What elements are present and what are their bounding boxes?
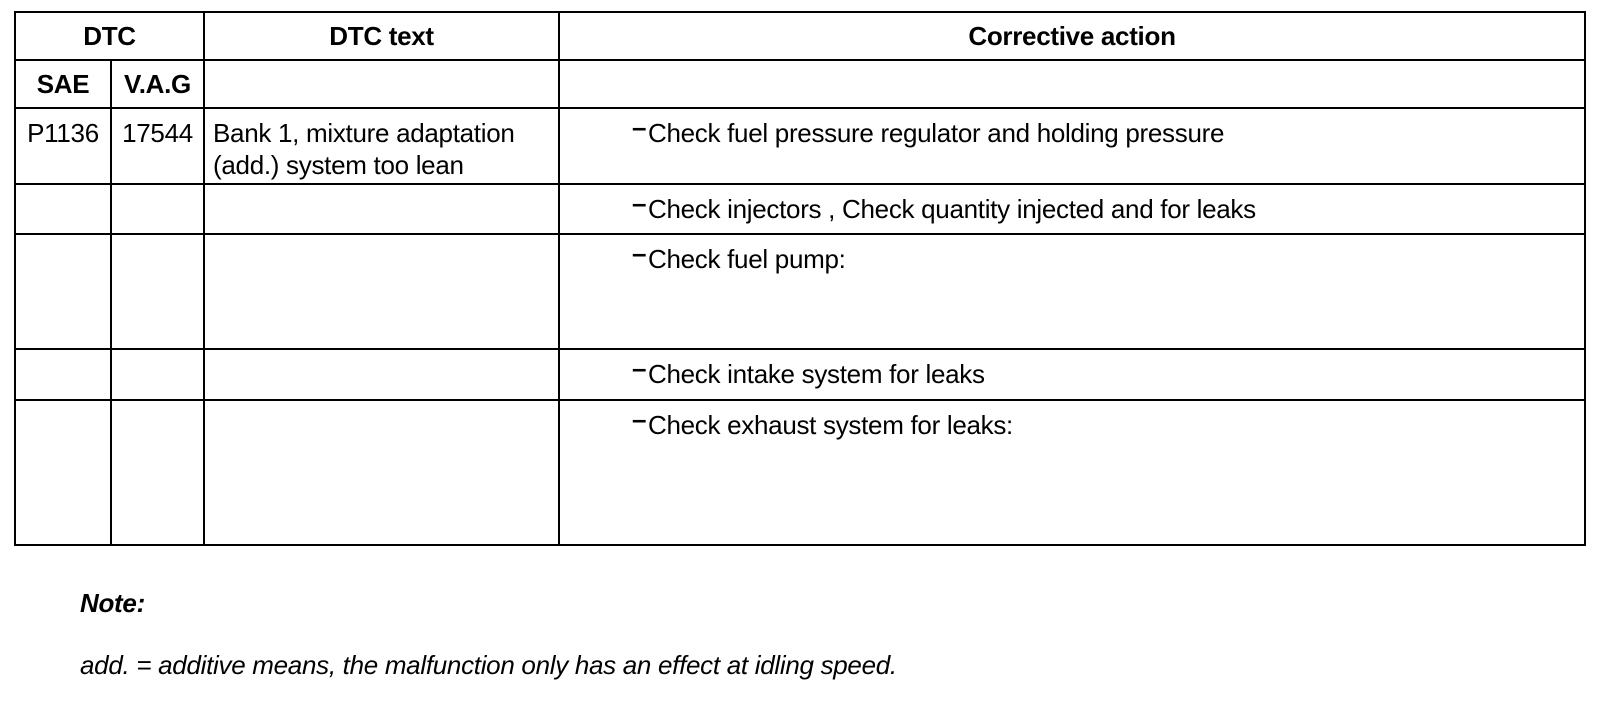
cell-action [559,108,1585,184]
cell-sae [15,184,111,234]
cell-sae [15,234,111,349]
header-dtc: DTC [15,12,204,60]
subheader-empty-action [559,60,1585,108]
cell-vag: 17544 [111,108,204,184]
header-vag: V.A.G [111,60,204,108]
table-row [15,184,1585,234]
cell-dtc-text [204,234,559,349]
header-dtc-text: DTC text [204,12,559,60]
action-text: Check intake system for leaks [648,359,985,389]
header-row [15,12,1585,60]
cell-action [559,349,1585,400]
dash-bullet: – [632,353,647,383]
cell-dtc-text [204,349,559,400]
cell-dtc-text: Bank 1, mixture adaptation (add.) system too lean [204,108,559,184]
action-text: Check fuel pressure regulator and holding pressure [648,118,1225,148]
note-title: Note: [80,588,145,618]
dtc-table [14,11,1586,546]
cell-sae [15,400,111,545]
table-row [15,108,1585,184]
cell-dtc-text [204,184,559,234]
cell-vag [111,349,204,400]
header-sae: SAE [15,60,111,108]
cell-sae: P1136 [15,108,111,184]
header-corrective-action: Corrective action [559,12,1585,60]
note-text: add. = additive means, the malfunction only has an effect at idling speed. [80,650,897,680]
cell-action [559,400,1585,545]
cell-vag [111,400,204,545]
action-item [632,353,1584,390]
dash-bullet: – [632,188,647,218]
cell-action [559,184,1585,234]
action-item [632,404,1584,441]
subheader-empty-text [204,60,559,108]
table-row [15,349,1585,400]
action-item [632,188,1584,225]
action-item [632,238,1584,275]
cell-vag [111,234,204,349]
cell-vag [111,184,204,234]
cell-action [559,234,1585,349]
action-text: Check fuel pump: [648,244,846,274]
cell-dtc-text [204,400,559,545]
action-text: Check injectors , Check quantity injected and for leaks [648,194,1256,224]
subheader-row [15,60,1585,108]
cell-sae [15,349,111,400]
dash-bullet: – [632,404,647,434]
table-row [15,400,1585,545]
dash-bullet: – [632,112,647,142]
table-row [15,234,1585,349]
dash-bullet: – [632,238,647,268]
action-item [632,112,1584,149]
action-text: Check exhaust system for leaks: [648,410,1013,440]
